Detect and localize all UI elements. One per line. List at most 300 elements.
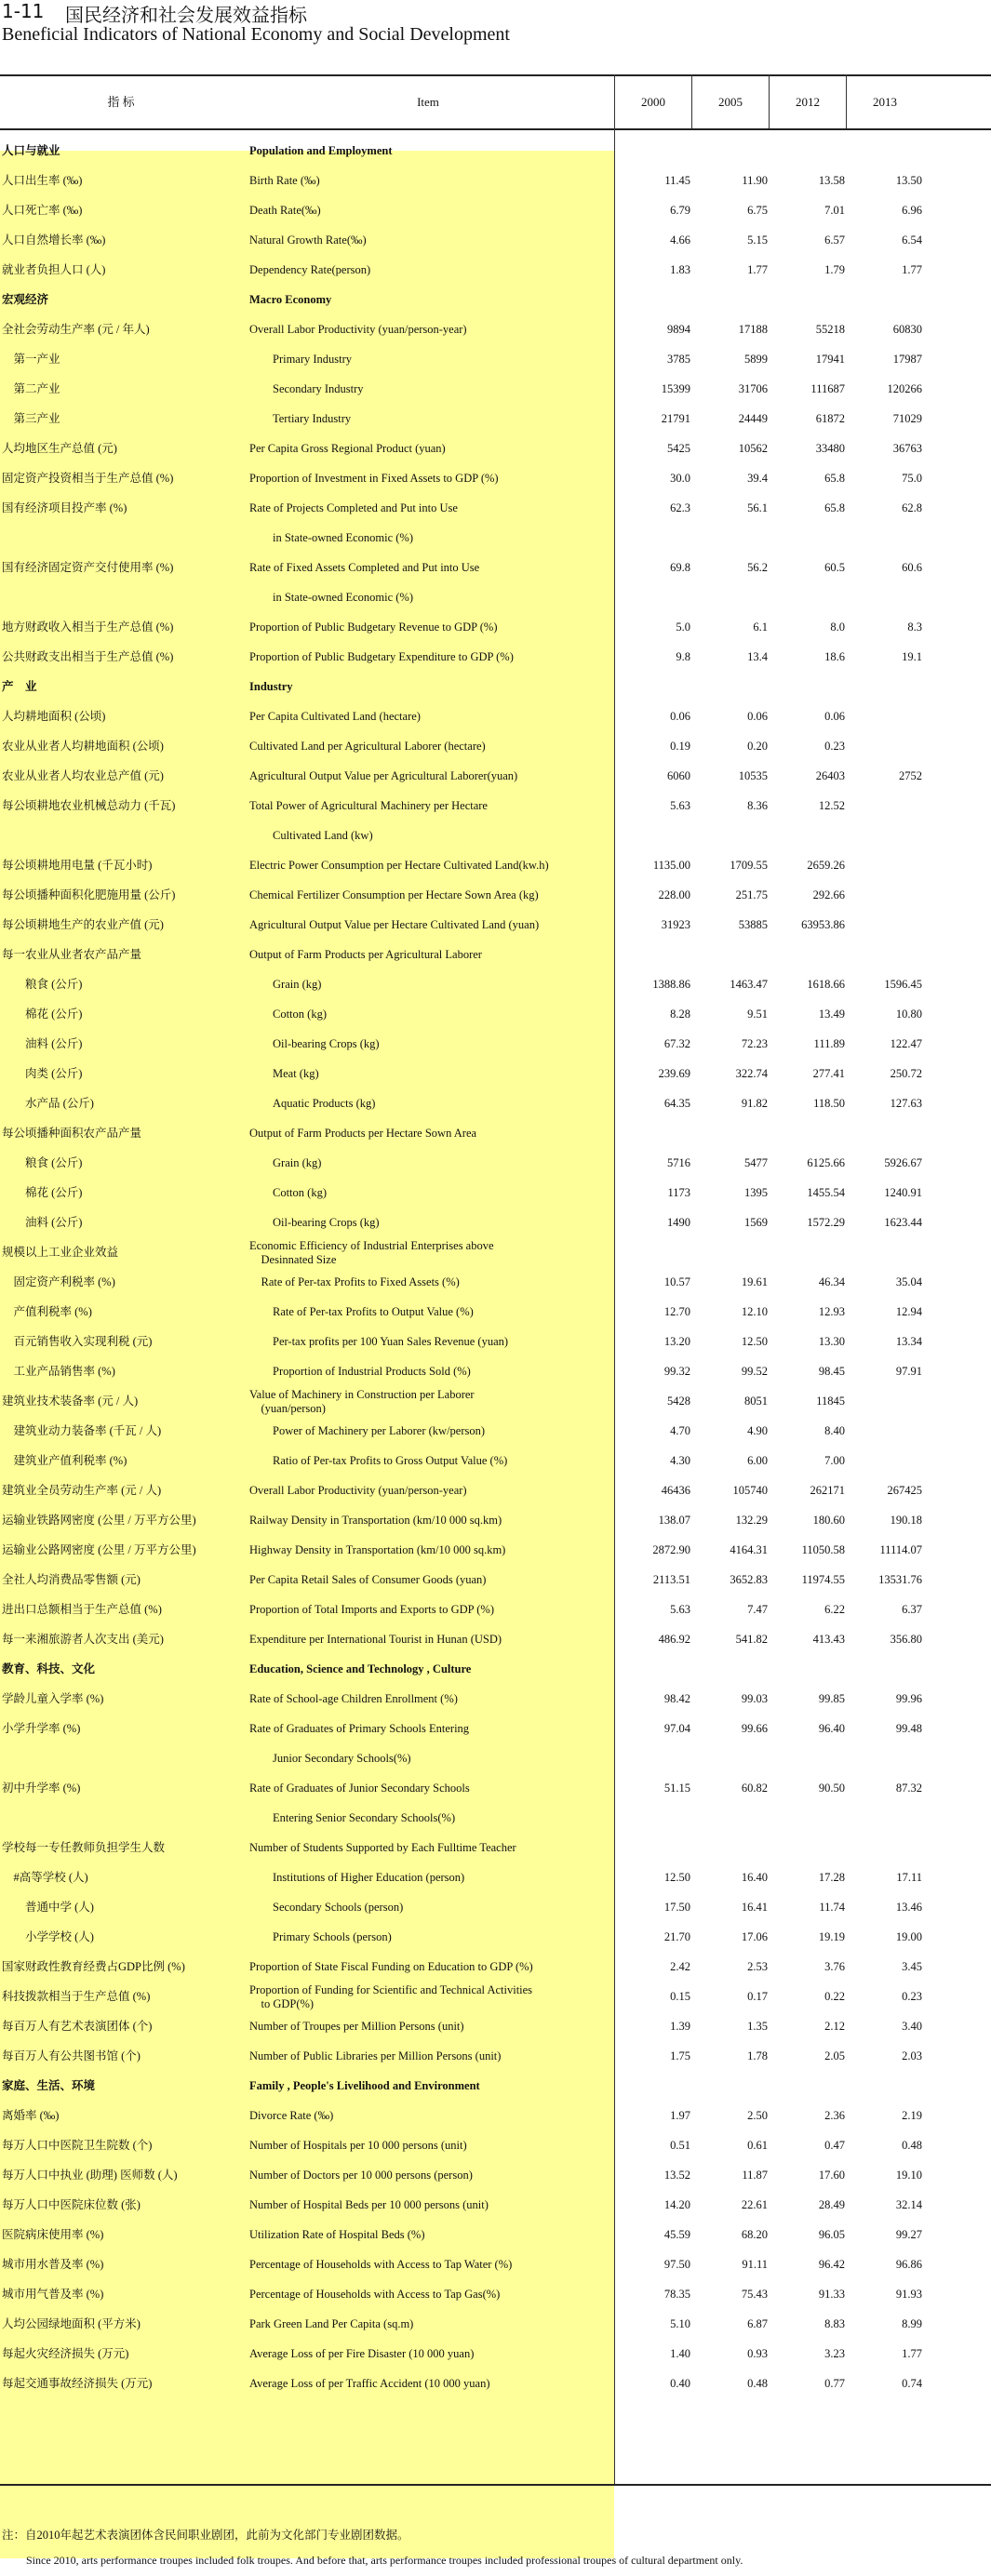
value-cell-2005: 0.61	[747, 2139, 768, 2152]
table-row	[0, 2101, 991, 2130]
table-row	[0, 791, 991, 821]
table-row	[0, 523, 991, 553]
indicator-en-text: Per-tax profits per 100 Yuan Sales Revenue (yuan)	[249, 1335, 509, 1348]
indicator-en-text: Number of Students Supported by Each Fulltime Teacher	[249, 1841, 516, 1854]
value-cell-2005: 5.15	[747, 234, 768, 247]
table-row	[0, 612, 991, 642]
value-cell-2000: 1.75	[670, 2049, 690, 2062]
value-cell-2000: 1.97	[670, 2109, 690, 2122]
indicator-en-text: Average Loss of per Traffic Accident (10 000 yuan)	[249, 2377, 490, 2390]
table-row	[0, 2279, 991, 2309]
table-row	[0, 701, 991, 731]
value-cell-2013	[848, 582, 922, 612]
value-cell-2005	[693, 940, 768, 969]
indicator-en-text: Entering Senior Secondary Schools(%)	[249, 1811, 456, 1824]
value-cell-2013	[848, 1118, 922, 1148]
value-cell-2000	[616, 582, 690, 612]
value-cell-2012: 180.60	[812, 1514, 845, 1527]
value-cell-2012	[770, 672, 845, 701]
indicator-en-text: Proportion of Industrial Products Sold (%)	[249, 1365, 471, 1378]
value-cell-2012: 65.8	[824, 472, 845, 485]
indicator-en	[249, 1386, 610, 1418]
value-cell-2013: 19.00	[895, 1930, 922, 1943]
indicator-cn: 小学升学率 (%)	[2, 1722, 81, 1735]
indicator-cn: 学龄儿童入学率 (%)	[2, 1692, 104, 1705]
value-cell-2005: 8.36	[747, 799, 768, 812]
value-cell-2000: 12.70	[663, 1305, 690, 1318]
value-cell-2013	[848, 850, 922, 880]
value-cell-2005: 6.1	[753, 621, 768, 634]
indicator-en-text-line2: (yuan/person)	[249, 1402, 326, 1415]
table-row	[0, 2369, 991, 2398]
value-cell-2005: 1395	[744, 1186, 768, 1199]
value-cell-2000: 0.51	[670, 2139, 690, 2152]
indicator-en	[249, 1535, 610, 1565]
value-cell-2013: 11114.07	[879, 1543, 922, 1556]
value-cell-2005	[693, 136, 768, 166]
value-cell-2013: 99.48	[895, 1722, 922, 1735]
value-cell-2005: 99.52	[741, 1365, 768, 1378]
table-row	[0, 166, 991, 195]
value-cell-2000	[616, 1833, 690, 1862]
indicator-en	[249, 910, 610, 940]
value-cell-2013: 1240.91	[884, 1186, 922, 1199]
indicator-en-text: in State-owned Economic (%)	[249, 591, 413, 604]
header-year: 2012	[796, 95, 820, 109]
indicator-en-text: Agricultural Output Value per Agricultural Laborer(yuan)	[249, 769, 518, 782]
indicator-cn: 运输业铁路网密度 (公里 / 万平方公里)	[2, 1514, 196, 1527]
value-cell-2012: 13.49	[818, 1008, 845, 1021]
value-cell-2005: 11.90	[742, 174, 768, 187]
table-row	[0, 2041, 991, 2071]
value-cell-2000: 12.50	[663, 1871, 690, 1884]
indicator-en-text: Rate of Projects Completed and Put into Use	[249, 501, 458, 514]
table-row	[0, 344, 991, 374]
value-cell-2000: 9.8	[676, 650, 690, 663]
value-cell-2005: 68.20	[741, 2228, 768, 2241]
value-cell-2012: 28.49	[818, 2198, 845, 2211]
value-cell-2012	[770, 2071, 845, 2101]
value-cell-2013	[848, 1416, 922, 1446]
value-cell-2013: 19.10	[895, 2169, 922, 2182]
value-cell-2013	[848, 1654, 922, 1684]
indicator-en-text: Family , People's Livelihood and Environment	[249, 2079, 480, 2092]
value-cell-2013: 17.11	[896, 1871, 922, 1884]
indicator-en	[249, 880, 610, 910]
value-cell-2013: 32.14	[895, 2198, 922, 2211]
value-cell-2012: 46.34	[818, 1275, 845, 1288]
value-cell-2013: 99.96	[895, 1692, 922, 1705]
indicator-en-text: Number of Public Libraries per Million Persons (unit)	[249, 2049, 502, 2062]
indicator-en-text: Grain (kg)	[249, 978, 322, 991]
value-cell-2013: 75.0	[902, 472, 922, 485]
indicator-en	[249, 1029, 610, 1059]
indicator-cn: 第三产业	[2, 412, 60, 425]
value-cell-2005: 12.50	[741, 1335, 768, 1348]
table-row	[0, 1833, 991, 1862]
indicator-cn	[2, 582, 244, 612]
value-cell-2005: 1463.47	[730, 978, 768, 991]
value-cell-2012: 99.85	[818, 1692, 845, 1705]
indicator-en-text: Per Capita Retail Sales of Consumer Goods (yuan)	[249, 1573, 487, 1586]
indicator-en	[249, 1267, 610, 1297]
value-cell-2005: 2.50	[747, 2109, 768, 2122]
value-cell-2013: 120266	[887, 382, 922, 395]
value-cell-2013: 190.18	[890, 1514, 922, 1527]
value-cell-2012: 11050.58	[801, 1543, 845, 1556]
value-cell-2012: 90.50	[818, 1782, 845, 1795]
value-cell-2012	[770, 582, 845, 612]
indicator-cn: 建筑业技术装备率 (元 / 人)	[2, 1395, 139, 1408]
indicator-cn: 油料 (公斤)	[2, 1216, 83, 1229]
footnote-cn: 注：自2010年起艺术表演团体含民间职业剧团，此前为文化部门专业剧团数据。	[2, 2529, 409, 2542]
table-row	[0, 821, 991, 850]
value-cell-2000	[616, 1803, 690, 1833]
header-item: Item	[417, 95, 439, 109]
value-cell-2005	[693, 582, 768, 612]
value-cell-2005	[693, 672, 768, 701]
table-row	[0, 642, 991, 672]
indicator-cn: 公共财政支出相当于生产总值 (%)	[2, 650, 174, 663]
indicator-cn: 每公顷耕地生产的农业产值 (元)	[2, 918, 164, 931]
table-row	[0, 1862, 991, 1892]
value-cell-2012: 0.23	[824, 740, 845, 753]
value-cell-2005: 1.78	[747, 2049, 768, 2062]
value-cell-2005	[693, 821, 768, 850]
value-cell-2000: 5425	[667, 442, 690, 455]
indicator-en-text: Rate of School-age Children Enrollment (%)	[249, 1692, 458, 1705]
indicator-cn: 科技拨款相当于生产总值 (%)	[2, 1990, 151, 2003]
indicator-cn: 百元销售收入实现利税 (元)	[2, 1335, 153, 1348]
indicator-en-text-line2: to GDP(%)	[249, 1997, 315, 2010]
table-row	[0, 225, 991, 255]
indicator-en	[249, 1773, 610, 1803]
value-cell-2012: 63953.86	[801, 918, 845, 931]
value-cell-2000: 4.66	[670, 234, 690, 247]
value-cell-2005: 1709.55	[730, 859, 768, 872]
value-cell-2012: 96.42	[818, 2258, 845, 2271]
value-cell-2013: 96.86	[895, 2258, 922, 2271]
value-cell-2005: 56.2	[747, 561, 768, 574]
value-cell-2000: 1.40	[670, 2347, 690, 2360]
value-cell-2012: 98.45	[818, 1365, 845, 1378]
table-row	[0, 1565, 991, 1595]
indicator-cn: 医院病床使用率 (%)	[2, 2228, 104, 2241]
table-row	[0, 314, 991, 344]
indicator-en	[249, 1892, 610, 1922]
value-cell-2013: 10.80	[895, 1008, 922, 1021]
indicator-cn: 每一来湘旅游者人次支出 (美元)	[2, 1633, 164, 1646]
indicator-en-text: Meat (kg)	[249, 1067, 319, 1080]
indicator-en-text: Rate of Graduates of Primary Schools Entering	[249, 1722, 470, 1735]
value-cell-2012	[770, 523, 845, 553]
indicator-cn: 国家财政性教育经费占GDP比例 (%)	[2, 1960, 185, 1973]
value-cell-2013	[848, 880, 922, 910]
value-cell-2000: 10.57	[663, 1275, 690, 1288]
indicator-en-text: Output of Farm Products per Hectare Sown Area	[249, 1127, 477, 1140]
indicator-cn: 农业从业者人均农业总产值 (元)	[2, 769, 164, 782]
value-cell-2012: 6125.66	[807, 1156, 845, 1169]
value-cell-2000: 6060	[667, 769, 690, 782]
indicator-cn: 学校每一专任教师负担学生人数	[2, 1841, 166, 1854]
value-cell-2000: 1388.86	[652, 978, 690, 991]
value-cell-2005: 0.48	[747, 2377, 768, 2390]
value-cell-2012: 7.00	[824, 1454, 845, 1467]
value-cell-2005: 13.4	[747, 650, 768, 663]
value-cell-2005: 60.82	[741, 1782, 768, 1795]
value-cell-2013	[848, 821, 922, 850]
value-cell-2005: 251.75	[735, 888, 768, 901]
table-row	[0, 1684, 991, 1714]
value-cell-2000: 14.20	[663, 2198, 690, 2211]
indicator-en	[249, 1833, 610, 1862]
indicator-en	[249, 1416, 610, 1446]
value-cell-2000: 15399	[661, 382, 690, 395]
value-cell-2005: 22.61	[741, 2198, 768, 2211]
footnote-en: Since 2010, arts performance troupes included folk troupes. And before that, arts performance troupes included professional troupes of cultural department only.	[26, 2554, 743, 2567]
indicator-cn: 人口出生率 (‰)	[2, 174, 83, 187]
value-cell-2012: 0.77	[824, 2377, 845, 2390]
value-cell-2000: 1490	[667, 1216, 690, 1229]
indicator-en	[249, 2369, 610, 2398]
value-cell-2013: 122.47	[890, 1037, 922, 1050]
value-cell-2000: 21.70	[663, 1930, 690, 1943]
table-title-cn: 国民经济和社会发展效益指标	[65, 4, 307, 26]
table-row	[0, 1088, 991, 1118]
value-cell-2012	[770, 821, 845, 850]
value-cell-2012: 11.74	[819, 1901, 845, 1914]
value-cell-2013	[848, 2071, 922, 2101]
indicator-cn: 初中升学率 (%)	[2, 1782, 81, 1795]
value-cell-2012: 7.01	[824, 204, 845, 217]
indicator-cn: 家庭、生活、环境	[2, 2079, 96, 2092]
value-cell-2012: 11845	[816, 1395, 845, 1408]
indicator-en-text: Dependency Rate(person)	[249, 263, 371, 276]
value-cell-2012: 2.05	[824, 2049, 845, 2062]
indicator-cn: 水产品 (公斤)	[2, 1097, 94, 1110]
table-bottom-rule	[0, 2484, 991, 2486]
indicator-cn: 每万人口中执业 (助理) 医师数 (人)	[2, 2169, 178, 2182]
value-cell-2000: 9894	[667, 323, 690, 336]
value-cell-2012	[770, 1743, 845, 1773]
value-cell-2012: 60.5	[824, 561, 845, 574]
value-cell-2013: 2.03	[902, 2049, 922, 2062]
value-cell-2012: 277.41	[812, 1067, 845, 1080]
value-cell-2005: 6.75	[747, 204, 768, 217]
indicator-en	[249, 701, 610, 731]
value-cell-2005: 0.17	[747, 1990, 768, 2003]
indicator-en	[249, 612, 610, 642]
indicator-en	[249, 1505, 610, 1535]
indicator-en	[249, 493, 610, 523]
indicator-en	[249, 999, 610, 1029]
value-cell-2012: 1572.29	[807, 1216, 845, 1229]
value-cell-2012: 11974.55	[801, 1573, 845, 1586]
value-cell-2005	[693, 285, 768, 314]
table-row	[0, 1595, 991, 1624]
table-row	[0, 434, 991, 463]
value-cell-2012: 18.6	[824, 650, 845, 663]
value-cell-2012	[770, 1803, 845, 1833]
value-cell-2013: 0.23	[902, 1990, 922, 2003]
value-cell-2013: 6.54	[902, 234, 922, 247]
value-cell-2012: 1618.66	[807, 978, 845, 991]
indicator-en-text: Oil-bearing Crops (kg)	[249, 1216, 380, 1229]
table-row	[0, 940, 991, 969]
value-cell-2000: 62.3	[670, 501, 690, 514]
indicator-en	[249, 255, 610, 285]
value-cell-2005: 0.93	[747, 2347, 768, 2360]
indicator-en-text: Junior Secondary Schools(%)	[249, 1752, 411, 1765]
value-cell-2012: 8.0	[830, 621, 845, 634]
value-cell-2000: 1.39	[670, 2020, 690, 2033]
value-cell-2000: 6.79	[670, 204, 690, 217]
value-cell-2013: 3.40	[902, 2020, 922, 2033]
value-cell-2013	[848, 1386, 922, 1416]
indicator-en-text: Percentage of Households with Access to Tap Water (%)	[249, 2258, 513, 2271]
indicator-cn	[2, 523, 244, 553]
value-cell-2000: 0.40	[670, 2377, 690, 2390]
value-cell-2000	[616, 523, 690, 553]
table-row	[0, 1208, 991, 1237]
indicator-en-text: Average Loss of per Fire Disaster (10 000 yuan)	[249, 2347, 475, 2360]
indicator-cn: 每一农业从业者农产品产量	[2, 948, 142, 961]
table-row	[0, 1535, 991, 1565]
value-cell-2005: 53885	[738, 918, 768, 931]
value-cell-2005	[693, 2071, 768, 2101]
value-cell-2012: 0.47	[824, 2139, 845, 2152]
indicator-en	[249, 1088, 610, 1118]
value-cell-2005	[693, 1237, 768, 1267]
indicator-en-text: Divorce Rate (‰)	[249, 2109, 334, 2122]
table-row	[0, 2011, 991, 2041]
value-cell-2012: 96.40	[818, 1722, 845, 1735]
indicator-en-text: Number of Doctors per 10 000 persons (person)	[249, 2169, 473, 2182]
value-cell-2012: 19.19	[818, 1930, 845, 1943]
indicator-cn: 就业者负担人口 (人)	[2, 263, 106, 276]
indicator-cn: 进出口总额相当于生产总值 (%)	[2, 1603, 162, 1616]
indicator-en	[249, 850, 610, 880]
value-cell-2012: 13.58	[818, 174, 845, 187]
value-cell-2012: 0.06	[824, 710, 845, 723]
table-row	[0, 404, 991, 434]
indicator-cn: 建筑业全员劳动生产率 (元 / 人)	[2, 1484, 162, 1497]
indicator-cn: 棉花 (公斤)	[2, 1186, 83, 1199]
indicator-en-text: Ratio of Per-tax Profits to Gross Output Value (%)	[249, 1454, 508, 1467]
value-cell-2012: 12.52	[818, 799, 845, 812]
indicator-en	[249, 2220, 610, 2249]
indicator-en	[249, 1446, 610, 1475]
indicator-en	[249, 1118, 610, 1148]
indicator-en	[249, 344, 610, 374]
value-cell-2013: 13.34	[895, 1335, 922, 1348]
indicator-cn: 第二产业	[2, 382, 60, 395]
table-row	[0, 2130, 991, 2160]
value-cell-2012	[770, 136, 845, 166]
indicator-en-text: Tertiary Industry	[249, 412, 352, 425]
value-cell-2000: 30.0	[670, 472, 690, 485]
indicator-en	[249, 285, 610, 314]
indicator-en-text: Cotton (kg)	[249, 1186, 327, 1199]
value-cell-2012	[770, 1654, 845, 1684]
table-row	[0, 1356, 991, 1386]
table-row	[0, 493, 991, 523]
value-cell-2000: 0.15	[670, 1990, 690, 2003]
column-divider	[691, 74, 692, 128]
indicator-en	[249, 2190, 610, 2220]
indicator-cn: 固定资产投资相当于生产总值 (%)	[2, 472, 174, 485]
value-cell-2005: 6.87	[747, 2317, 768, 2330]
indicator-cn: 建筑业产值利税率 (%)	[2, 1454, 127, 1467]
value-cell-2005: 7.47	[747, 1603, 768, 1616]
indicator-en-text: Output of Farm Products per Agricultural Laborer	[249, 948, 482, 961]
value-cell-2000: 13.20	[663, 1335, 690, 1348]
table-row	[0, 1416, 991, 1446]
indicator-cn: 教育、科技、文化	[2, 1662, 96, 1675]
value-cell-2005: 31706	[738, 382, 768, 395]
value-cell-2012: 8.83	[824, 2317, 845, 2330]
table-row	[0, 880, 991, 910]
value-cell-2013: 60830	[892, 323, 922, 336]
indicator-en	[249, 2041, 610, 2071]
indicator-en-text: Proportion of Total Imports and Exports to GDP (%)	[249, 1603, 494, 1616]
value-cell-2005: 132.29	[735, 1514, 768, 1527]
value-cell-2012: 2659.26	[807, 859, 845, 872]
indicator-en	[249, 1475, 610, 1505]
value-cell-2012: 17941	[815, 353, 845, 366]
table-row	[0, 1803, 991, 1833]
indicator-en	[249, 404, 610, 434]
value-cell-2000: 1.83	[670, 263, 690, 276]
value-cell-2000: 13.52	[663, 2169, 690, 2182]
value-cell-2013: 250.72	[890, 1067, 922, 1080]
value-cell-2000	[616, 1237, 690, 1267]
table-row	[0, 969, 991, 999]
indicator-en	[249, 1922, 610, 1952]
indicator-cn: 国有经济项目投产率 (%)	[2, 501, 127, 514]
value-cell-2000: 0.19	[670, 740, 690, 753]
value-cell-2000: 21791	[661, 412, 690, 425]
value-cell-2000: 64.35	[663, 1097, 690, 1110]
indicator-en-text: Rate of Per-tax Profits to Output Value (%)	[249, 1305, 474, 1318]
value-cell-2005: 5477	[744, 1156, 768, 1169]
value-cell-2013: 87.32	[895, 1782, 922, 1795]
indicator-en	[249, 761, 610, 791]
value-cell-2012: 111.89	[813, 1037, 845, 1050]
value-cell-2012: 3.23	[824, 2347, 845, 2360]
value-cell-2013: 267425	[887, 1484, 922, 1497]
value-cell-2000	[616, 672, 690, 701]
table-row	[0, 1446, 991, 1475]
value-cell-2005: 99.66	[741, 1722, 768, 1735]
indicator-en	[249, 2309, 610, 2339]
table-row	[0, 1475, 991, 1505]
indicator-en	[249, 1148, 610, 1178]
value-cell-2005: 4164.31	[730, 1543, 768, 1556]
value-cell-2005: 99.03	[741, 1692, 768, 1705]
value-cell-2000: 0.06	[670, 710, 690, 723]
table-row	[0, 850, 991, 880]
indicator-en-text: Secondary Schools (person)	[249, 1901, 404, 1914]
value-cell-2013: 0.48	[902, 2139, 922, 2152]
value-cell-2012	[770, 1237, 845, 1267]
value-cell-2013: 8.99	[902, 2317, 922, 2330]
indicator-cn: 棉花 (公斤)	[2, 1008, 83, 1021]
indicator-cn: 城市用水普及率 (%)	[2, 2258, 104, 2271]
indicator-cn: 人均公园绿地面积 (平方米)	[2, 2317, 141, 2330]
indicator-en	[249, 1208, 610, 1237]
table-row	[0, 1237, 991, 1267]
